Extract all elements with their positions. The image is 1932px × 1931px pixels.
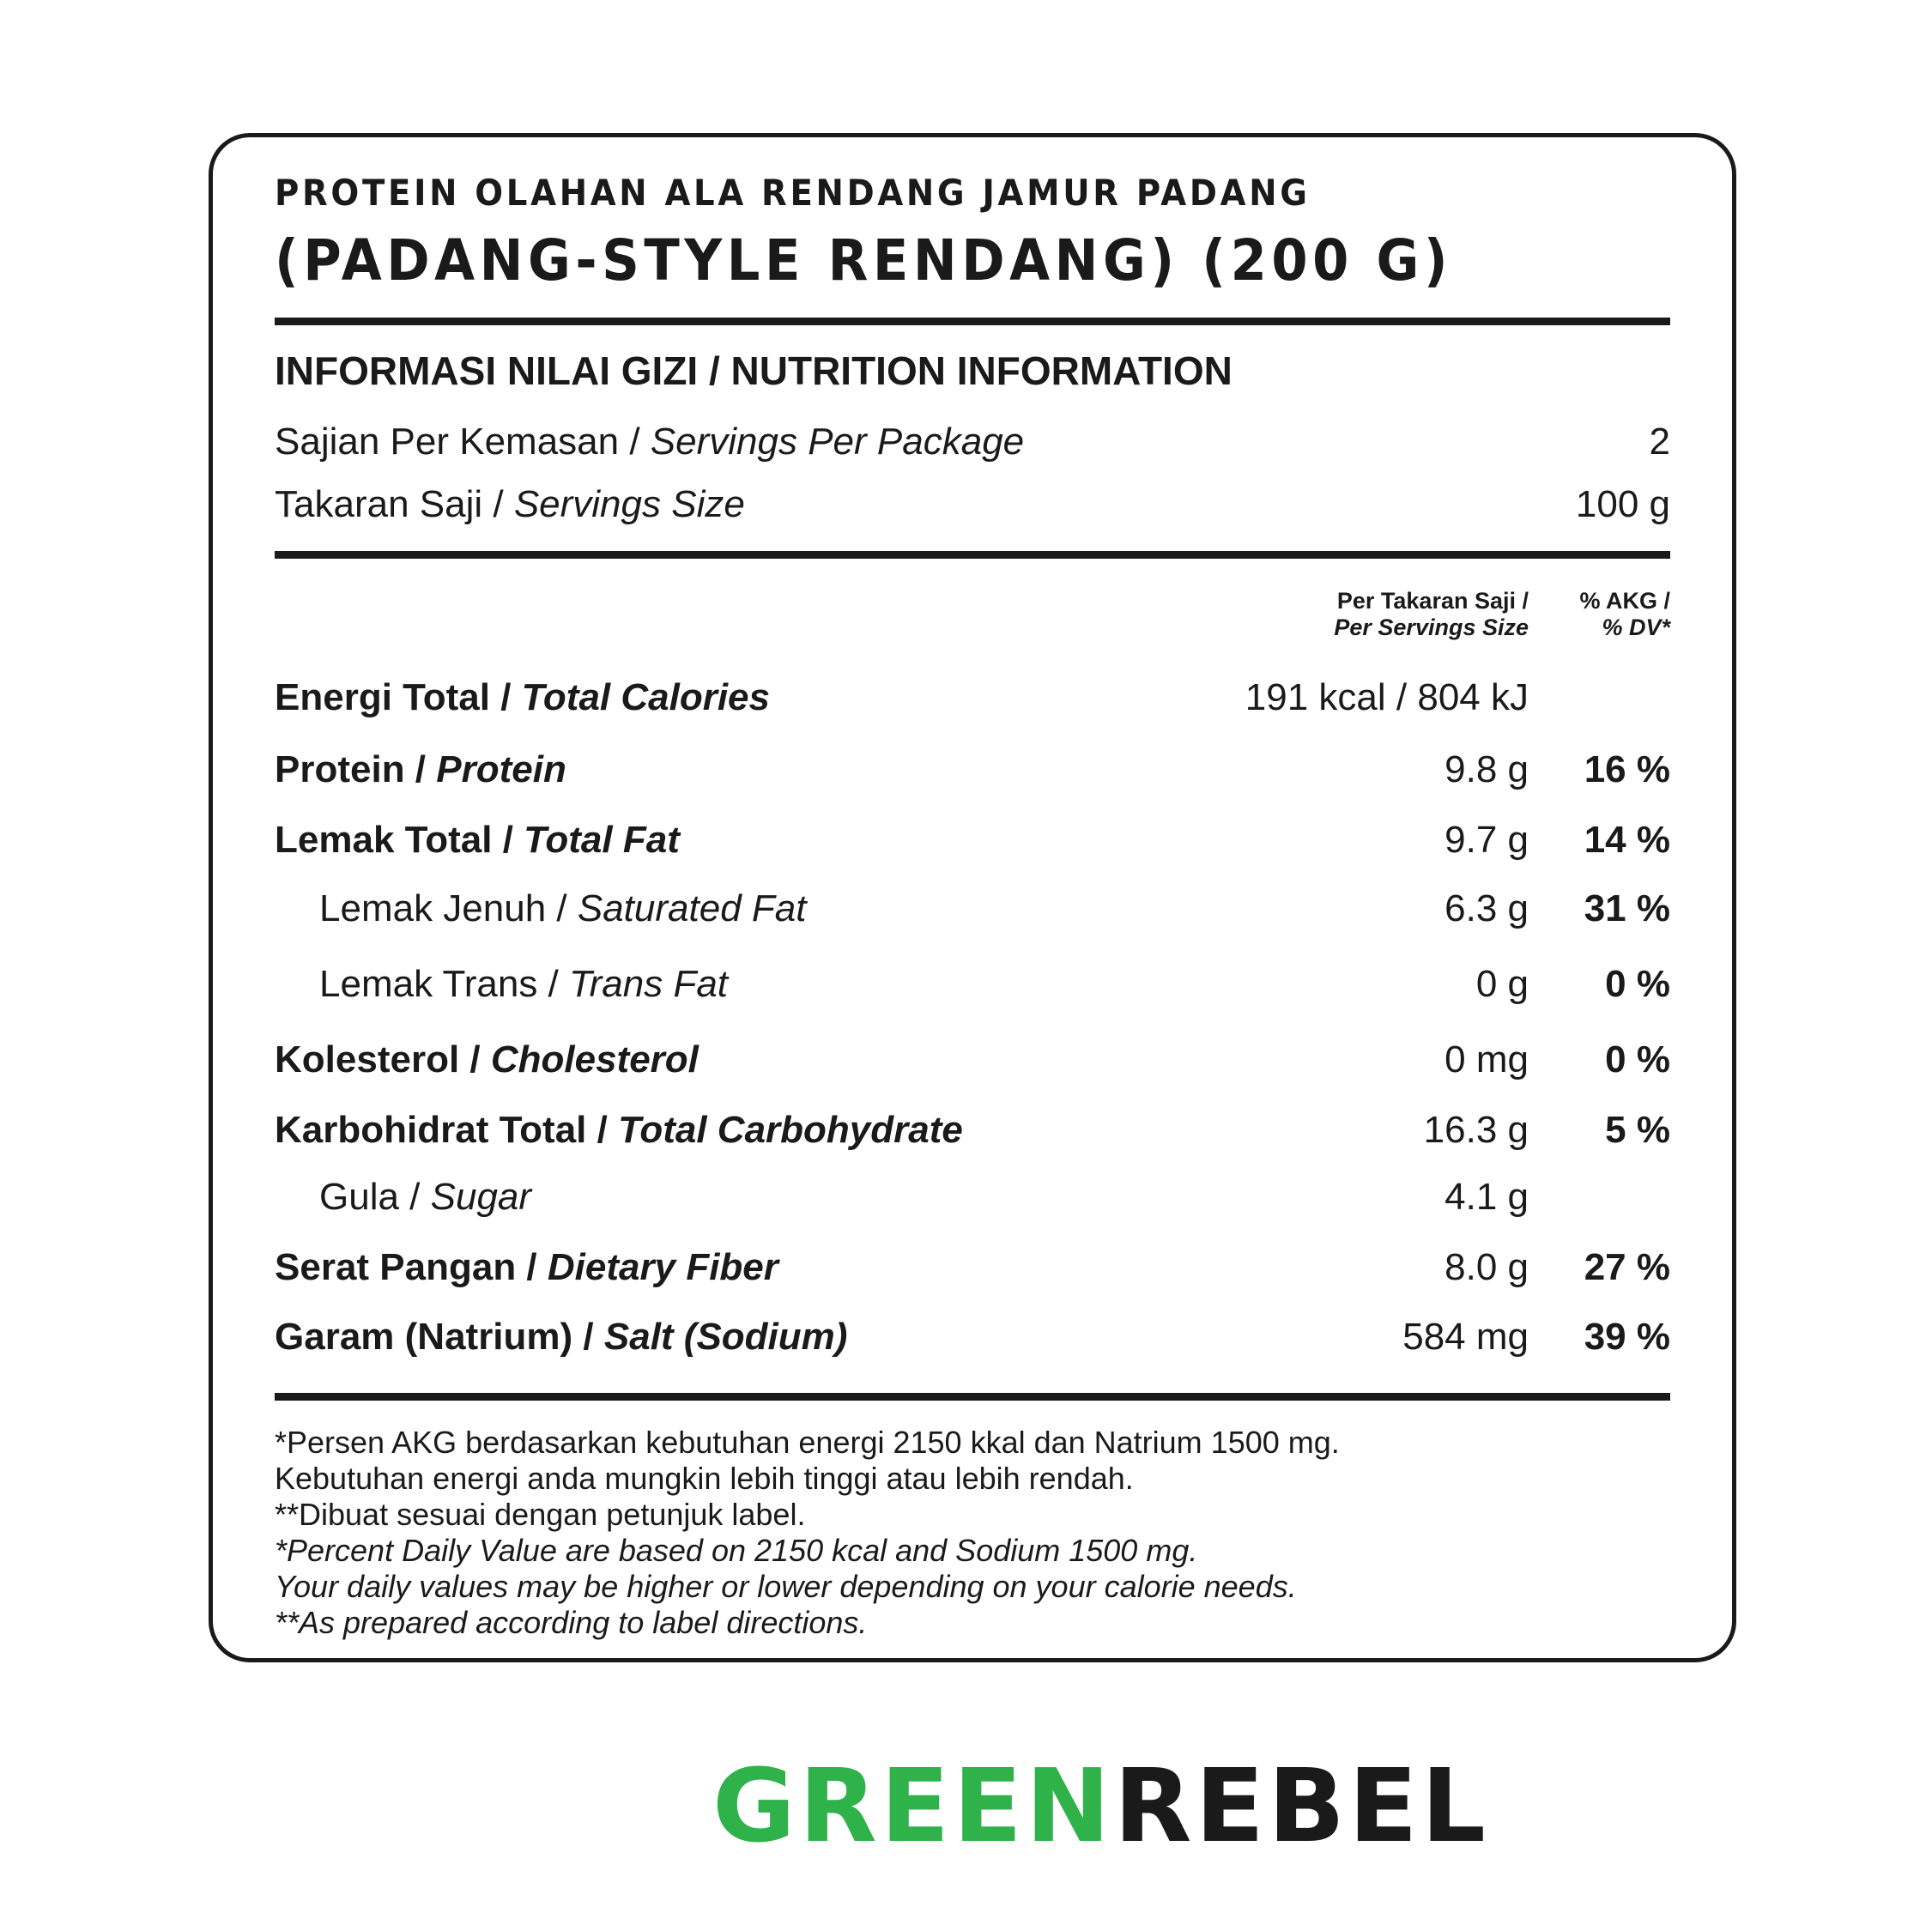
nutrient-label: Lemak Trans / Trans Fat: [319, 963, 729, 1005]
divider-bottom: [275, 1393, 1670, 1401]
footnote-line: *Persen AKG berdasarkan kebutuhan energi 2150 kkal dan Natrium 1500 mg.: [275, 1425, 1340, 1460]
footnote-line: Kebutuhan energi anda mungkin lebih tinggi atau lebih rendah.: [275, 1461, 1134, 1496]
serving-size-value: 100 g: [1575, 483, 1670, 525]
nutrition-panel: [209, 133, 1736, 1662]
section-title: INFORMASI NILAI GIZI / NUTRITION INFORMATION: [275, 348, 1232, 393]
nutrient-dv: 39 %: [1584, 1316, 1670, 1358]
nutrient-row-saturated-fat: [275, 887, 1670, 939]
nutrient-label: Karbohidrat Total / Total Carbohydrate: [275, 1109, 963, 1151]
product-title-line2: (PADANG-STYLE RENDANG) (200 G): [275, 227, 1453, 294]
nutrient-amount: 8.0 g: [1444, 1246, 1529, 1288]
divider-middle: [275, 551, 1670, 559]
nutrient-amount: 0 g: [1475, 963, 1529, 1005]
footnote-line: **As prepared according to label directions.: [275, 1605, 868, 1640]
nutrient-label: Lemak Jenuh / Saturated Fat: [319, 887, 807, 929]
nutrient-label: Protein / Protein: [275, 748, 566, 790]
nutrient-row-carbohydrate: [275, 1109, 1670, 1160]
nutrient-row-salt: [275, 1316, 1670, 1367]
column-header-dv: % AKG / % DV*: [1579, 588, 1670, 640]
nutrient-row-protein: [275, 748, 1670, 800]
nutrient-label: Energi Total / Total Calories: [275, 676, 771, 718]
product-title-line1: PROTEIN OLAHAN ALA RENDANG JAMUR PADANG: [275, 172, 1311, 214]
nutrient-row-cholesterol: [275, 1038, 1670, 1090]
column-header-per-serving: Per Takaran Saji / Per Servings Size: [1334, 588, 1529, 640]
nutrient-amount: 6.3 g: [1444, 887, 1529, 929]
nutrient-label: Lemak Total / Total Fat: [275, 819, 680, 861]
nutrient-label: Garam (Natrium) / Salt (Sodium): [275, 1316, 848, 1358]
nutrient-amount: 4.1 g: [1444, 1176, 1529, 1218]
nutrient-amount: 584 mg: [1402, 1316, 1529, 1358]
nutrient-label: Gula / Sugar: [319, 1176, 532, 1218]
servings-per-package-row: [275, 421, 1670, 463]
nutrient-row-total-fat: [275, 819, 1670, 870]
nutrient-amount: 9.7 g: [1444, 819, 1529, 861]
nutrient-dv: 5 %: [1605, 1109, 1670, 1151]
brand-logo-rebel: REBEL: [1113, 1746, 1489, 1865]
servings-per-package-value: 2: [1649, 421, 1670, 463]
footnote-line: **Dibuat sesuai dengan petunjuk label.: [275, 1497, 806, 1532]
nutrient-label: Kolesterol / Cholesterol: [275, 1038, 699, 1081]
footnotes: [275, 1425, 1340, 1641]
nutrient-row-fiber: [275, 1246, 1670, 1298]
nutrient-row-sugar: [275, 1176, 1670, 1227]
nutrient-dv: 0 %: [1605, 963, 1670, 1005]
servings-per-package-label: Sajian Per Kemasan / Servings Per Package: [275, 421, 1025, 463]
nutrient-dv: 31 %: [1584, 887, 1670, 929]
nutrient-amount: 191 kcal / 804 kJ: [1245, 676, 1529, 718]
nutrient-row-trans-fat: [275, 963, 1670, 1014]
nutrient-label: Serat Pangan / Dietary Fiber: [275, 1246, 778, 1288]
nutrient-dv: 16 %: [1584, 748, 1670, 790]
divider-top: [275, 318, 1670, 325]
serving-size-label: Takaran Saji / Servings Size: [275, 483, 745, 525]
footnote-line: *Percent Daily Value are based on 2150 kcal and Sodium 1500 mg.: [275, 1533, 1198, 1568]
footnote-line: Your daily values may be higher or lower depending on your calorie needs.: [275, 1569, 1297, 1604]
nutrient-dv: 14 %: [1584, 819, 1670, 861]
nutrient-row-calories: [275, 676, 1670, 728]
nutrient-amount: 9.8 g: [1444, 748, 1529, 790]
nutrient-amount: 16.3 g: [1423, 1109, 1529, 1151]
serving-size-row: [275, 483, 1670, 526]
nutrient-dv: 0 %: [1605, 1038, 1670, 1081]
nutrient-amount: 0 mg: [1444, 1038, 1529, 1081]
brand-logo: [712, 1746, 1489, 1865]
nutrient-dv: 27 %: [1584, 1246, 1670, 1288]
brand-logo-green: GREEN: [712, 1746, 1114, 1865]
